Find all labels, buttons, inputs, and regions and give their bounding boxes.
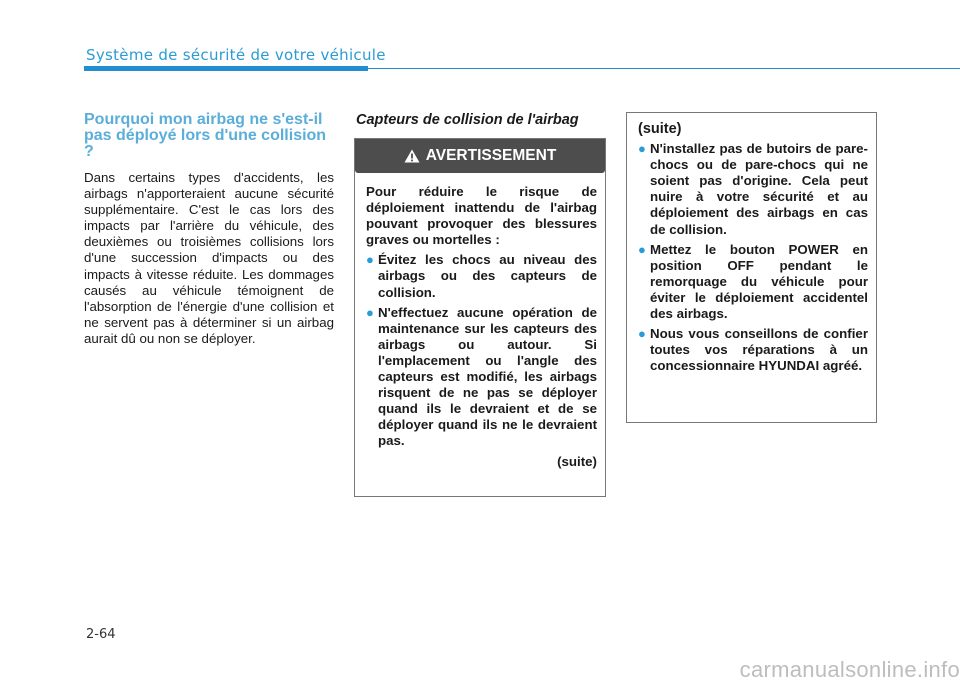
warning-box: [354, 138, 606, 497]
continuation-item-text: Mettez le bouton POWER en position OFF pendant le remorquage du véhicule pour éviter le déploiement accidentel des airbags.: [650, 241, 868, 322]
sensors-heading: Capteurs de collision de l'airbag: [356, 112, 579, 128]
warning-title: AVERTISSEMENT: [425, 147, 557, 164]
continuation-list: [638, 141, 868, 374]
header-bar: [84, 66, 368, 71]
warning-triangle-icon: [404, 149, 420, 163]
bullet-icon: ●: [638, 326, 646, 342]
continued-label: (suite): [557, 453, 597, 469]
section-heading: Pourquoi mon airbag ne s'est-il pas déployé lors d'une collision ?: [84, 111, 327, 160]
list-item: [366, 305, 597, 450]
continuation-title: (suite): [638, 121, 682, 137]
header-title: Système de sécurité de votre véhicule: [86, 46, 386, 64]
header-divider: [368, 68, 960, 69]
bullet-icon: ●: [366, 304, 374, 320]
bullet-icon: ●: [638, 241, 646, 257]
continuation-box: [626, 112, 877, 423]
page-number: 2-64: [86, 627, 116, 642]
warning-content: [366, 184, 597, 470]
continuation-content: [638, 121, 868, 378]
watermark-text: carmanualsonline.info: [739, 657, 960, 682]
warning-item-text: Évitez les chocs au niveau des airbags ou des capteurs de collision.: [378, 252, 597, 300]
list-item: [638, 326, 868, 374]
warning-header: [355, 139, 605, 173]
warning-item-text: N'effectuez aucune opération de maintenance sur les capteurs des airbags ou autour. Si l'emplacement ou l'angle des capteurs est modifié, les airbags risquent de ne pas se déployer quand ils le devraient et de se déployer quand ils ne le devraient pas.: [378, 304, 597, 449]
continuation-item-text: N'installez pas de butoirs de pare-chocs ou de pare-chocs qui ne soient pas d'origine. Cela peut nuire à votre sécurité et au déploiement des airbags en cas de collision.: [650, 141, 868, 237]
list-item: [638, 242, 868, 322]
airbag-explanation-section: [84, 112, 334, 347]
warning-list: [366, 252, 597, 449]
continuation-item-text: Nous vous conseillons de confier toutes vos réparations à un concessionnaire HYUNDAI agréé.: [650, 326, 868, 374]
list-item: [366, 252, 597, 300]
section-body: Dans certains types d'accidents, les airbags n'apporteraient aucune sécurité supplémentaire. C'est le cas lors des impacts par l'arrière du véhicule, des deuxièmes ou troisièmes collisions lors d'une succession d'impacts ou des impacts à vitesse réduite. Les dommages causés au véhicule témoignent de l'absorption de l'énergie d'une collision et ne servent pas à déterminer si un airbag aurait dû ou non se déployer.: [84, 170, 334, 346]
list-item: [638, 141, 868, 238]
bullet-icon: ●: [366, 252, 374, 268]
warning-intro: Pour réduire le risque de déploiement inattendu de l'airbag pouvant provoquer des blessures graves ou mortelles :: [366, 184, 597, 248]
bullet-icon: ●: [638, 141, 646, 157]
